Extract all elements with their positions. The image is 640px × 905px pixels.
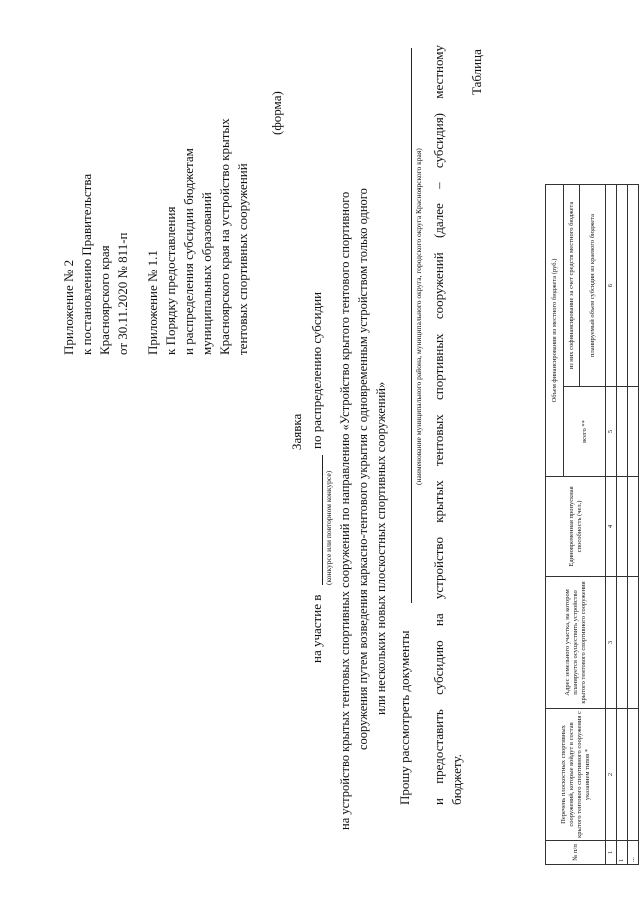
document-title: Заявка — [289, 413, 304, 450]
table-row — [617, 185, 628, 865]
purpose-line2: сооружения путем возведения каркасно-тентового укрытия с одновременным устройством только одного — [356, 188, 370, 750]
annex-1-1-line1: Приложение № 1.1 — [145, 250, 160, 355]
header-total: всего ** — [564, 387, 606, 477]
col-number-2: 2 — [606, 709, 617, 841]
participation-prefix: на участие в — [309, 594, 324, 663]
row-planned — [628, 185, 639, 387]
appendix-2-line2: к постановлению Правительства — [79, 173, 94, 355]
row-planned — [617, 185, 628, 387]
col-number-4: 4 — [606, 477, 617, 577]
request-line1: и предоставить субсидию на устройство крытых тентовых спортивных сооружений (далее – субсидия) местному — [431, 45, 446, 805]
table-row — [628, 185, 639, 865]
purpose-line1: на устройство крытых тентовых спортивных сооружений по направлению «Устройство крытого тентового спортивного — [338, 191, 352, 830]
header-list: Перечень плоскостных спортивных сооружений, которые войдут в состав крытого тентового спортивного сооружения с указанием типов * — [546, 709, 606, 841]
row-total — [617, 387, 628, 477]
request-prefix: Прошу рассмотреть документы — [397, 630, 412, 805]
row-list — [617, 709, 628, 841]
row-capacity — [617, 477, 628, 577]
purpose-line3: или нескольких новых плоскостных спортивных сооружений» — [374, 381, 388, 715]
annex-1-1-line5: Красноярского края на устройство крытых — [217, 118, 232, 355]
request-blank-line — [411, 48, 412, 603]
row-total — [628, 387, 639, 477]
header-capacity: Единовременная пропускная способность (чел.) — [546, 477, 606, 577]
request-line2: бюджету. — [449, 754, 464, 805]
row-address — [628, 577, 639, 709]
annex-1-1-line4: муниципальных образований — [199, 192, 214, 355]
col-number-5: 5 — [606, 387, 617, 477]
header-address: Адрес земельного участка, на котором планируется осуществить устройство крытого тентового спортивного сооружения — [546, 577, 606, 709]
appendix-2-line1: Приложение № 2 — [61, 259, 76, 355]
row-num: 1 — [617, 841, 628, 865]
header-planned: планируемый объем субсидии из краевого бюджета — [580, 185, 606, 387]
row-list — [628, 709, 639, 841]
col-number-3: 3 — [606, 577, 617, 709]
participation-suffix: по распределению субсидии — [309, 291, 324, 449]
annex-1-1-line3: и распределения субсидии бюджетам — [181, 148, 196, 355]
header-num: № п/п — [546, 841, 606, 865]
header-funding: Объем финансирования из местного бюджета (руб.) — [546, 185, 564, 477]
annex-1-1-line2: к Порядку предоставления — [163, 206, 178, 355]
row-capacity — [628, 477, 639, 577]
col-number-6: 6 — [606, 185, 617, 387]
appendix-2-line3: Красноярского края — [97, 245, 112, 355]
request-hint: (наименование муниципального района, муниципального округа, городского округа Красноярского края) — [414, 148, 423, 485]
funding-request-table — [545, 184, 639, 865]
annex-1-1-line6: тентовых спортивных сооружений — [235, 163, 250, 355]
col-number-1: 1 — [606, 841, 617, 865]
table-label: Таблица — [469, 49, 484, 95]
participation-blank-line — [322, 455, 323, 585]
participation-hint: (конкурсе или повторном конкурсе) — [324, 470, 333, 585]
row-address — [617, 577, 628, 709]
appendix-2-line4: от 30.11.2020 № 811-п — [115, 232, 130, 355]
form-label: (форма) — [269, 91, 284, 135]
row-num: ... — [628, 841, 639, 865]
header-coop: из них софинансирование за счет средств местного бюджета — [564, 185, 580, 387]
